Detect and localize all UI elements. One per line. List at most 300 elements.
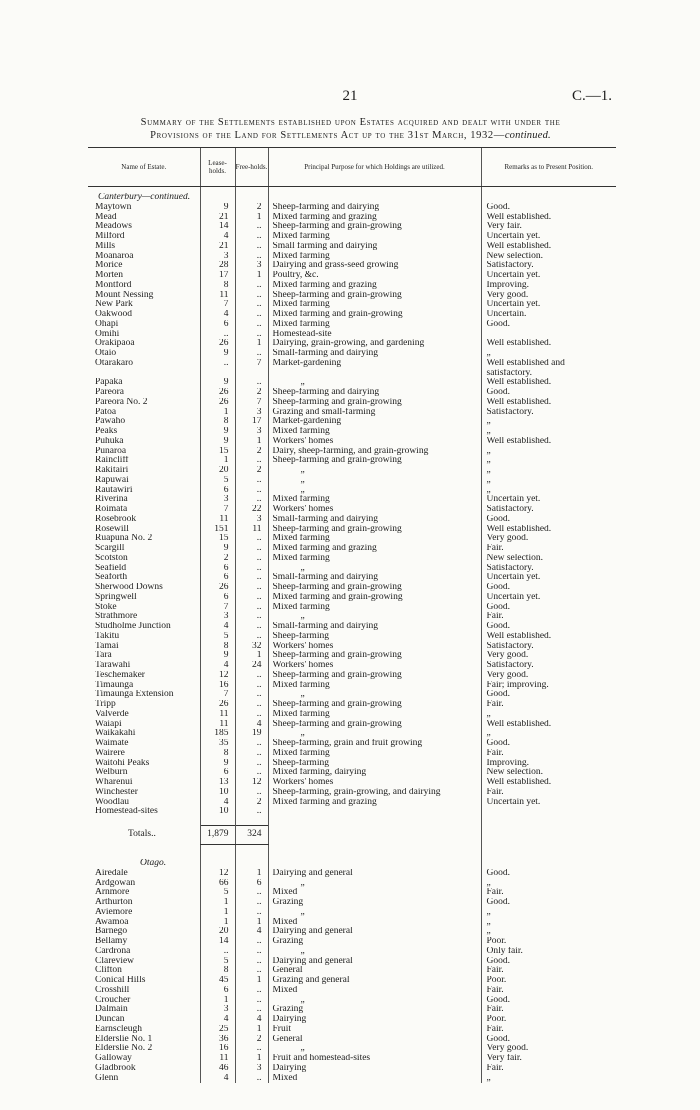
spacer-cell (481, 817, 616, 826)
remarks-cell: „ (481, 456, 616, 466)
table-row (88, 1005, 616, 1015)
purpose-cell (268, 437, 481, 447)
estate-name: Duncan (95, 1015, 125, 1024)
freeholds-cell: .. (235, 603, 268, 613)
freeholds-cell: .. (235, 622, 268, 632)
purpose-text: Mixed farming and grain-growing (272, 310, 403, 319)
table-row (88, 495, 616, 505)
remarks-cell: Fair. (481, 612, 616, 622)
leaseholds-cell: 9 (200, 437, 235, 447)
estate-name: Scotston (95, 553, 128, 563)
remarks-cell: „ (481, 417, 616, 427)
freeholds-cell: .. (235, 330, 268, 340)
table-row (88, 593, 616, 603)
leaseholds-cell: 5 (200, 957, 235, 967)
leaseholds-cell: 6 (200, 593, 235, 603)
empty-cell (200, 193, 235, 203)
leaseholds-cell: 6 (200, 768, 235, 778)
purpose-cell (268, 388, 481, 398)
table-row (88, 908, 616, 918)
table-row (88, 1074, 616, 1084)
freeholds-cell: .. (235, 1044, 268, 1054)
purpose-text: Grazing and general (272, 976, 350, 985)
purpose-cell (268, 447, 481, 457)
freeholds-cell: 3 (235, 261, 268, 271)
remarks-cell: „ (481, 918, 616, 928)
estate-name: Waitohi Peaks (95, 758, 150, 768)
estate-name: Seafield (95, 563, 127, 573)
estate-name: Pareora (95, 388, 125, 397)
purpose-cell (268, 937, 481, 947)
col-header-purpose: Principal Purpose for which Holdings are utilized. (268, 148, 481, 187)
estate-name: Riverina (95, 495, 128, 505)
section-heading: Canterbury—continued. (98, 193, 191, 202)
purpose-text: „ (300, 475, 305, 485)
table-row (88, 456, 616, 466)
freeholds-cell: .. (235, 788, 268, 798)
leaseholds-cell: 11 (200, 515, 235, 525)
estate-name: Clareview (95, 956, 135, 966)
purpose-text: Dairying and grass-seed growing (272, 261, 399, 271)
table-row (88, 996, 616, 1006)
table-row (88, 525, 616, 535)
leaseholds-cell: 4 (200, 1074, 235, 1084)
purpose-cell (268, 879, 481, 889)
purpose-text: Mixed farming and grazing (272, 280, 377, 290)
purpose-text: Sheep-farming and dairying (272, 202, 380, 212)
leaseholds-cell: 12 (200, 671, 235, 681)
remarks-cell: Well established. (481, 778, 616, 788)
purpose-text: „ (300, 466, 305, 475)
remarks-cell: Fair. (481, 788, 616, 798)
spacer-cell (268, 845, 481, 860)
freeholds-cell: .. (235, 996, 268, 1006)
purpose-text: Dairying (272, 1015, 307, 1024)
remarks-cell: Well established. (481, 378, 616, 388)
table-row (88, 573, 616, 583)
purpose-text: General (272, 966, 303, 976)
total-leaseholds: 1,879 (200, 826, 235, 845)
leaseholds-cell: 36 (200, 1035, 235, 1045)
freeholds-cell: .. (235, 300, 268, 310)
purpose-cell (268, 720, 481, 730)
table-row (88, 671, 616, 681)
purpose-text: Mixed farming (272, 534, 330, 544)
purpose-text: Sheep-farming and grain-growing (272, 651, 402, 661)
leaseholds-cell: 4 (200, 1015, 235, 1025)
purpose-text: Sheep-farming and grain-growing (272, 670, 402, 680)
leaseholds-cell: 10 (200, 807, 235, 817)
purpose-cell (268, 1035, 481, 1045)
freeholds-cell: .. (235, 749, 268, 759)
freeholds-cell: .. (235, 710, 268, 720)
remarks-cell: Well established. (481, 525, 616, 535)
estate-name: New Park (95, 300, 133, 310)
leaseholds-cell (200, 369, 235, 379)
leaseholds-cell: 4 (200, 232, 235, 242)
purpose-cell (268, 869, 481, 879)
leaseholds-cell: 7 (200, 505, 235, 515)
table-row (88, 710, 616, 720)
table-row (88, 681, 616, 691)
total-freeholds: 324 (235, 826, 268, 845)
estate-name: Awamoa (95, 917, 129, 927)
estate-name: Barnego (95, 927, 128, 937)
table-row (88, 330, 616, 340)
freeholds-cell: .. (235, 252, 268, 262)
estate-name: Pareora No. 2 (95, 397, 148, 407)
freeholds-cell: 1 (235, 976, 268, 986)
leaseholds-cell: 4 (200, 661, 235, 671)
freeholds-cell: .. (235, 1005, 268, 1015)
remarks-cell: Uncertain yet. (481, 271, 616, 281)
estate-name: Moanaroa (95, 251, 134, 261)
purpose-cell (268, 710, 481, 720)
purpose-text: „ (300, 1044, 305, 1054)
remarks-cell: „ (481, 729, 616, 739)
table-row (88, 690, 616, 700)
freeholds-cell: 2 (235, 798, 268, 808)
purpose-text: „ (300, 485, 305, 495)
table-row (88, 739, 616, 749)
empty-cell (481, 193, 616, 203)
remarks-cell: Very fair. (481, 222, 616, 232)
purpose-text: Sheep-farming and grain-growing (272, 719, 402, 729)
leaseholds-cell: 15 (200, 447, 235, 457)
leaseholds-cell: 8 (200, 966, 235, 976)
totals-row (88, 826, 616, 845)
table-row (88, 544, 616, 554)
purpose-text: Mixed (272, 888, 298, 898)
freeholds-cell: .. (235, 281, 268, 291)
freeholds-cell: .. (235, 291, 268, 301)
table-row (88, 388, 616, 398)
purpose-cell (268, 788, 481, 798)
remarks-cell: „ (481, 427, 616, 437)
table-row (88, 957, 616, 967)
purpose-text: „ (300, 690, 305, 700)
leaseholds-cell: 3 (200, 495, 235, 505)
estate-name: Otaio (95, 349, 117, 358)
purpose-cell (268, 957, 481, 967)
purpose-text: Sheep-farming and grain-growing (272, 583, 402, 592)
freeholds-cell: .. (235, 632, 268, 642)
estate-name: Rapuwai (95, 475, 129, 485)
table-row (88, 1025, 616, 1035)
freeholds-cell: .. (235, 908, 268, 918)
purpose-text: Mixed farming and grazing (272, 797, 377, 807)
estate-name: Ruapuna No. 2 (95, 534, 153, 544)
table-row (88, 369, 616, 379)
freeholds-cell: .. (235, 554, 268, 564)
estate-name: Ohapi (95, 319, 119, 329)
table-body (88, 187, 616, 1084)
remarks-cell: Good. (481, 869, 616, 879)
purpose-text: Homestead-site (272, 329, 332, 339)
table-row (88, 729, 616, 739)
title-line-1: Summary of the Settlements established upon Estates acquired and dealt with under the (140, 117, 561, 128)
estate-name: Valverde (95, 709, 129, 719)
leaseholds-cell: 26 (200, 583, 235, 593)
estate-name: Tarawahi (95, 661, 131, 670)
leaseholds-cell: 8 (200, 281, 235, 291)
purpose-text: Dairying (272, 1063, 307, 1073)
purpose-cell (268, 947, 481, 957)
remarks-cell: Very fair. (481, 1054, 616, 1064)
leaseholds-cell: 11 (200, 720, 235, 730)
purpose-cell (268, 918, 481, 928)
freeholds-cell: 3 (235, 427, 268, 437)
remarks-cell: Good. (481, 957, 616, 967)
freeholds-cell: 1 (235, 271, 268, 281)
remarks-cell: Fair. (481, 1025, 616, 1035)
remarks-cell: Well established. (481, 242, 616, 252)
col-header-leaseholds: Lease-holds. (200, 148, 235, 187)
freeholds-cell: 1 (235, 1054, 268, 1064)
remarks-cell: Good. (481, 739, 616, 749)
table-row (88, 807, 616, 817)
estate-name: Oakwood (95, 310, 132, 319)
estate-name: Papaka (95, 378, 123, 388)
table-row (88, 788, 616, 798)
freeholds-cell: 2 (235, 447, 268, 457)
remarks-cell: Good. (481, 603, 616, 613)
table-row (88, 232, 616, 242)
estate-name: Waiapi (95, 719, 122, 729)
table-row (88, 632, 616, 642)
leaseholds-cell: 21 (200, 242, 235, 252)
leaseholds-cell: 17 (200, 271, 235, 281)
spacer-cell (481, 845, 616, 860)
estate-name: Maytown (95, 202, 132, 212)
table-row (88, 349, 616, 359)
purpose-text: Market-gardening (272, 417, 342, 427)
table-row (88, 398, 616, 408)
leaseholds-cell: .. (200, 947, 235, 957)
col-header-remarks: Remarks as to Present Position. (481, 148, 616, 187)
purpose-cell (268, 759, 481, 769)
purpose-text: „ (300, 612, 305, 622)
purpose-text: Dairying, grain-growing, and gardening (272, 339, 425, 349)
table-row (88, 700, 616, 710)
remarks-cell: Good. (481, 898, 616, 908)
estate-name: Pawaho (95, 417, 126, 427)
purpose-text: Small-farming and dairying (272, 622, 379, 631)
freeholds-cell: 1 (235, 1025, 268, 1035)
estate-name: Clifton (95, 966, 122, 976)
remarks-cell: Fair. (481, 544, 616, 554)
leaseholds-cell: 26 (200, 398, 235, 408)
purpose-cell (268, 544, 481, 554)
purpose-cell (268, 271, 481, 281)
purpose-cell (268, 612, 481, 622)
table-row (88, 271, 616, 281)
purpose-text: Mixed farming (272, 680, 330, 690)
table-row (88, 661, 616, 671)
purpose-cell (268, 310, 481, 320)
leaseholds-cell: 6 (200, 986, 235, 996)
leaseholds-cell: 9 (200, 203, 235, 213)
spacer-cell (268, 817, 481, 826)
purpose-text: Mixed farming and grazing (272, 544, 377, 553)
remarks-cell: „ (481, 476, 616, 486)
remarks-cell: Satisfactory. (481, 505, 616, 515)
estate-name: Arnmore (95, 888, 130, 898)
estate-name: Springwell (95, 592, 137, 602)
remarks-cell: „ (481, 927, 616, 937)
purpose-text: Mixed farming (272, 553, 330, 563)
purpose-cell (268, 996, 481, 1006)
remarks-cell: Well established. (481, 213, 616, 223)
purpose-cell (268, 456, 481, 466)
table-row (88, 918, 616, 928)
purpose-cell (268, 1054, 481, 1064)
table-row (88, 622, 616, 632)
estate-name: Sherwood Downs (95, 583, 163, 592)
table-row (88, 222, 616, 232)
remarks-cell: Satisfactory. (481, 661, 616, 671)
purpose-text: General (272, 1034, 303, 1044)
table-row (88, 486, 616, 496)
purpose-text: Mixed farming (272, 427, 330, 436)
leaseholds-cell: 26 (200, 388, 235, 398)
leaseholds-cell: 28 (200, 261, 235, 271)
remarks-cell: Satisfactory. (481, 564, 616, 574)
freeholds-cell: 4 (235, 720, 268, 730)
purpose-text: Mixed farming (272, 495, 330, 505)
empty-cell (268, 859, 481, 869)
purpose-text: Sheep-farming and grain-growing (272, 222, 402, 232)
remarks-cell: New selection. (481, 554, 616, 564)
purpose-cell (268, 564, 481, 574)
purpose-cell (268, 603, 481, 613)
purpose-cell (268, 349, 481, 359)
freeholds-cell: 32 (235, 642, 268, 652)
remarks-cell: Poor. (481, 937, 616, 947)
freeholds-cell: .. (235, 671, 268, 681)
purpose-text: Sheep-farming and grain-growing (272, 456, 402, 466)
estate-name: Welburn (95, 768, 128, 778)
table-row (88, 476, 616, 486)
leaseholds-cell: 15 (200, 534, 235, 544)
purpose-cell (268, 466, 481, 476)
purpose-text: Mixed farming (272, 300, 330, 310)
remarks-cell: Fair; improving. (481, 681, 616, 691)
leaseholds-cell: 6 (200, 486, 235, 496)
leaseholds-cell: 35 (200, 739, 235, 749)
remarks-cell: Very good. (481, 1044, 616, 1054)
leaseholds-cell: 20 (200, 466, 235, 476)
table-row (88, 869, 616, 879)
leaseholds-cell: .. (200, 359, 235, 369)
purpose-text: Sheep-farming and grain-growing (272, 397, 402, 407)
title-line-2 (88, 129, 613, 142)
leaseholds-cell: 4 (200, 798, 235, 808)
purpose-cell (268, 1064, 481, 1074)
table-row (88, 1064, 616, 1074)
remarks-cell (481, 330, 616, 340)
purpose-cell (268, 908, 481, 918)
empty-cell (200, 859, 235, 869)
remarks-cell: Good. (481, 203, 616, 213)
leaseholds-cell: 21 (200, 213, 235, 223)
remarks-cell: Uncertain yet. (481, 573, 616, 583)
freeholds-cell: .. (235, 222, 268, 232)
remarks-cell: Fair. (481, 966, 616, 976)
leaseholds-cell: 7 (200, 300, 235, 310)
purpose-cell (268, 203, 481, 213)
table-row (88, 281, 616, 291)
estate-name: Morice (95, 261, 123, 271)
table-row (88, 798, 616, 808)
table-row (88, 320, 616, 330)
table-row (88, 759, 616, 769)
remarks-cell: Good. (481, 996, 616, 1006)
estate-name: Dalmain (95, 1005, 128, 1015)
estate-name: Conical Hills (95, 976, 146, 985)
purpose-text: Small farming and dairying (272, 241, 378, 251)
purpose-cell (268, 681, 481, 691)
table-row (88, 1044, 616, 1054)
table-row (88, 937, 616, 947)
estate-name: Orakipaoa (95, 339, 135, 349)
leaseholds-cell: 2 (200, 554, 235, 564)
remarks-cell: Fair. (481, 1064, 616, 1074)
estate-name: Croucher (95, 995, 131, 1005)
leaseholds-cell: 6 (200, 573, 235, 583)
freeholds-cell: 24 (235, 661, 268, 671)
remarks-cell: New selection. (481, 768, 616, 778)
table-row (88, 447, 616, 457)
purpose-cell (268, 300, 481, 310)
estate-name: Teschemaker (95, 670, 145, 680)
table-row (88, 947, 616, 957)
freeholds-cell: 7 (235, 359, 268, 369)
estate-name: Rakitairi (95, 466, 129, 475)
freeholds-cell: 11 (235, 525, 268, 535)
freeholds-cell: 19 (235, 729, 268, 739)
table-row (88, 427, 616, 437)
purpose-text: Mixed farming (272, 251, 330, 261)
purpose-cell (268, 398, 481, 408)
freeholds-cell: .. (235, 986, 268, 996)
estate-name: Morten (95, 271, 123, 280)
freeholds-cell: 12 (235, 778, 268, 788)
purpose-text: Dairying and general (272, 927, 353, 937)
estate-name: Bellamy (95, 937, 128, 946)
purpose-cell (268, 378, 481, 388)
purpose-cell (268, 778, 481, 788)
purpose-text: „ (300, 907, 305, 917)
purpose-text: Mixed farming (272, 232, 330, 241)
estate-name (88, 369, 200, 379)
leaseholds-cell: 1 (200, 908, 235, 918)
table-row (88, 437, 616, 447)
leaseholds-cell: 45 (200, 976, 235, 986)
table-row (88, 768, 616, 778)
purpose-text: Workers' homes (272, 661, 334, 670)
freeholds-cell: .. (235, 495, 268, 505)
empty-cell (268, 193, 481, 203)
freeholds-cell: .. (235, 768, 268, 778)
purpose-cell (268, 505, 481, 515)
purpose-cell (268, 927, 481, 937)
leaseholds-cell: 9 (200, 349, 235, 359)
estate-name: Arthurton (95, 898, 133, 907)
table-row (88, 515, 616, 525)
table-row (88, 966, 616, 976)
purpose-cell (268, 515, 481, 525)
